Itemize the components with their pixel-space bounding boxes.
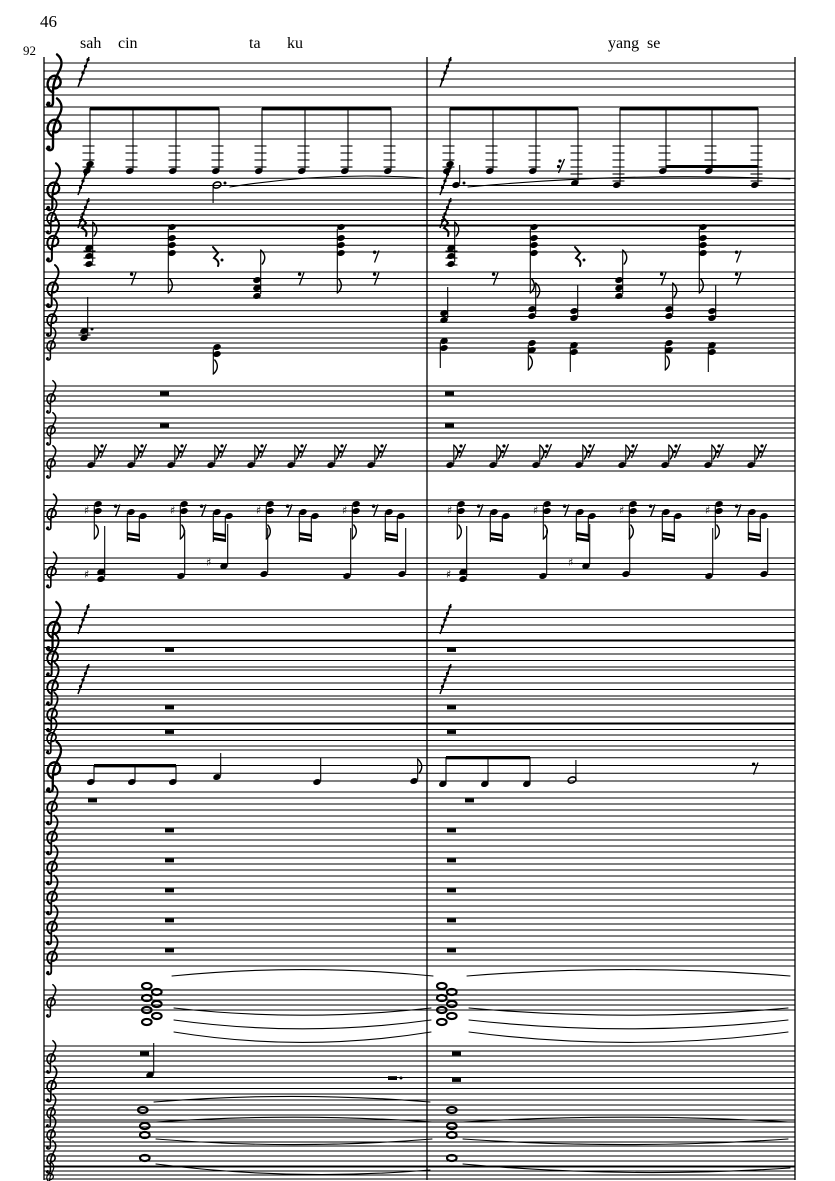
augmentation-dot [583, 259, 586, 262]
whole-note [437, 983, 447, 989]
whole-note [447, 1123, 457, 1129]
rest-stack [79, 625, 82, 628]
whole-rest [165, 889, 174, 893]
sixteenth-rest [558, 159, 561, 162]
beam [490, 532, 503, 537]
clef-dot [47, 101, 51, 105]
eighth-flag [454, 445, 458, 459]
rest-stack [86, 605, 89, 608]
eighth-flag [665, 356, 669, 370]
sharp-sign: ♯ [170, 504, 176, 517]
eighth-rest [114, 505, 117, 508]
sharp-sign: ♯ [705, 504, 711, 517]
eighth-flag [540, 445, 544, 459]
sixteenth-rest [588, 444, 591, 447]
staff-4 [44, 198, 795, 234]
treble-clef-icon [46, 218, 59, 262]
lyric-syllable: sah [80, 35, 102, 52]
sharp-sign: ♯ [446, 568, 452, 581]
whole-note [140, 1123, 150, 1129]
whole-rest [165, 919, 174, 923]
beam [127, 532, 140, 537]
eighth-flag [352, 525, 356, 539]
staff-25 [44, 936, 795, 975]
eighth-flag [213, 360, 217, 374]
rest-stack [443, 71, 446, 74]
eighth-flag [95, 445, 99, 459]
whole-note [152, 1013, 162, 1019]
sixteenth-rest [759, 450, 762, 453]
staff-23 [44, 876, 795, 915]
rest-stack [448, 665, 451, 668]
eighth-flag [168, 279, 172, 293]
tie [469, 1032, 788, 1042]
sixteenth-rest [587, 450, 590, 453]
sharp-sign: ♯ [256, 504, 262, 517]
sixteenth-rest [340, 444, 343, 447]
eighth-rest [298, 273, 301, 276]
sixteenth-rest [717, 444, 720, 447]
tie [172, 970, 433, 976]
whole-rest [88, 799, 97, 803]
rest-stack [81, 212, 84, 215]
rest-stack [81, 179, 84, 182]
rest-stack [441, 186, 444, 189]
whole-rest [140, 1052, 149, 1056]
eighth-flag [528, 356, 532, 370]
beam [299, 537, 312, 542]
rest-stack [441, 685, 444, 688]
beam [666, 165, 758, 168]
eighth-flag [255, 445, 259, 459]
lyric-syllable: ta [249, 35, 261, 52]
sixteenth-rest [502, 444, 505, 447]
staff-27 [44, 1041, 795, 1073]
eighth-flag [180, 525, 184, 539]
whole-rest [445, 392, 454, 396]
beam [490, 537, 503, 542]
whole-rest [452, 1078, 461, 1082]
sixteenth-rest [139, 450, 142, 453]
eighth-flag [175, 445, 179, 459]
half-rest [388, 1076, 397, 1080]
clef-dot [46, 257, 49, 260]
sixteenth-rest [179, 450, 182, 453]
rest-stack [446, 206, 449, 209]
measure-number: 92 [23, 43, 36, 58]
rest-stack [443, 618, 446, 621]
staff-13 [44, 524, 795, 588]
eighth-flag [335, 445, 339, 459]
eighth-rest [649, 505, 652, 508]
whole-rest [447, 706, 456, 710]
tie [154, 1096, 430, 1102]
whole-rest [447, 648, 456, 652]
rest-stack [448, 605, 451, 608]
eighth-flag [94, 525, 98, 539]
rest-stack [81, 71, 84, 74]
whole-rest [165, 859, 174, 863]
rest-stack [86, 665, 89, 668]
whole-rest [447, 859, 456, 863]
augmentation-dot [221, 259, 224, 262]
rest-stack [448, 166, 451, 169]
rest-stack [441, 219, 444, 222]
staff-10 [44, 413, 795, 445]
eighth-rest [735, 505, 738, 508]
clef-dot [46, 442, 49, 445]
rest-stack [443, 179, 446, 182]
whole-rest [165, 949, 174, 953]
rest-stack [84, 612, 87, 615]
augmentation-dot [91, 328, 94, 331]
rest-stack [79, 78, 82, 81]
eighth-flag [215, 445, 219, 459]
whole-note [447, 1155, 457, 1161]
sixteenth-rest [501, 450, 504, 453]
rest-stack [448, 199, 451, 202]
staff-12 [44, 494, 795, 542]
sixteenth-rest [557, 165, 560, 168]
eighth-rest [563, 505, 566, 508]
beam [748, 532, 761, 537]
rest-stack [79, 219, 82, 222]
eighth-flag [93, 222, 97, 236]
whole-rest [445, 424, 454, 428]
eighth-rest [492, 273, 495, 276]
staff-21 [44, 816, 795, 855]
beam [450, 107, 578, 110]
staff-24 [44, 906, 795, 945]
beam [213, 537, 226, 542]
eighth-flag [295, 445, 299, 459]
whole-rest [160, 392, 169, 396]
sixteenth-rest [339, 450, 342, 453]
sixteenth-rest [220, 444, 223, 447]
sixteenth-rest [760, 444, 763, 447]
eighth-rest [373, 251, 376, 254]
quarter-rest [213, 247, 219, 266]
whole-note [447, 1013, 457, 1019]
whole-rest [165, 829, 174, 833]
rest-stack [441, 625, 444, 628]
whole-note [140, 1155, 150, 1161]
whole-note [447, 1132, 457, 1138]
sharp-sign: ♯ [84, 504, 90, 517]
whole-rest [447, 730, 456, 734]
staff-20 [44, 786, 795, 825]
eighth-flag [755, 445, 759, 459]
eighth-rest [372, 505, 375, 508]
lyric-syllable: cin [118, 35, 138, 52]
beam [576, 537, 589, 542]
staff-28 [44, 1043, 795, 1102]
eighth-flag [375, 445, 379, 459]
lyric-syllable: ku [287, 35, 303, 52]
lyric-syllable: yang [608, 35, 640, 52]
tie [174, 1020, 431, 1029]
whole-rest [452, 1052, 461, 1056]
rest-stack [443, 678, 446, 681]
whole-note [142, 983, 152, 989]
rest-stack [84, 65, 87, 68]
whole-rest [165, 648, 174, 652]
rest-stack [79, 186, 82, 189]
treble-clef-icon [47, 54, 62, 106]
clef-dot [46, 357, 49, 360]
beam [299, 532, 312, 537]
tie [467, 970, 790, 976]
lyric-syllable: se [647, 35, 661, 52]
clef-dot [46, 206, 50, 210]
whole-rest [165, 730, 174, 734]
sixteenth-rest [99, 450, 102, 453]
staff-6 [44, 222, 795, 307]
clef-dot [46, 750, 49, 753]
sixteenth-rest [180, 444, 183, 447]
rest-stack [446, 672, 449, 675]
sixteenth-rest [380, 444, 383, 447]
sharp-sign: ♯ [447, 504, 453, 517]
rest-stack [84, 173, 87, 176]
eighth-flag [626, 445, 630, 459]
rest-stack [79, 685, 82, 688]
eighth-rest [286, 505, 289, 508]
eighth-flag [337, 279, 341, 293]
clef-dot [46, 1124, 49, 1127]
augmentation-dot [463, 182, 466, 185]
staff-9 [44, 381, 795, 413]
treble-clef-icon [46, 163, 60, 210]
eighth-flag [455, 222, 459, 236]
whole-note [437, 995, 447, 1001]
beam [262, 107, 391, 110]
tie [469, 1020, 788, 1029]
rest-stack [446, 65, 449, 68]
clef-dot [46, 475, 49, 478]
clef-dot [46, 410, 49, 413]
beam [127, 537, 140, 542]
rest-stack [443, 212, 446, 215]
whole-rest [447, 919, 456, 923]
staff-31 [44, 1141, 795, 1175]
clef-dot [47, 145, 51, 149]
clef-dot [46, 526, 49, 529]
eighth-flag [712, 445, 716, 459]
sixteenth-rest [379, 450, 382, 453]
clef-dot [46, 1014, 49, 1017]
augmentation-dot [224, 182, 227, 185]
treble-clef-icon [46, 742, 61, 792]
sixteenth-rest [100, 444, 103, 447]
beam [662, 532, 675, 537]
eighth-flag [135, 445, 139, 459]
staff-2 [44, 98, 795, 189]
treble-clef-icon [46, 494, 56, 530]
whole-note [142, 1019, 152, 1025]
beam [385, 532, 398, 537]
staff-26 [44, 970, 795, 1043]
sixteenth-rest [459, 444, 462, 447]
sixteenth-rest [631, 444, 634, 447]
whole-rest [447, 889, 456, 893]
sharp-sign: ♯ [206, 556, 212, 569]
sharp-sign: ♯ [533, 504, 539, 517]
beam [662, 537, 675, 542]
eighth-flag [583, 445, 587, 459]
eighth-flag [266, 525, 270, 539]
rest-stack [86, 166, 89, 169]
sixteenth-rest [259, 450, 262, 453]
eighth-flag [715, 525, 719, 539]
tie [174, 1032, 431, 1042]
tie [174, 1008, 431, 1015]
sixteenth-rest [140, 444, 143, 447]
eighth-flag [669, 445, 673, 459]
whole-note [152, 989, 162, 995]
beam [213, 532, 226, 537]
quarter-rest [575, 247, 581, 266]
eighth-flag [699, 279, 703, 293]
eighth-rest [200, 505, 203, 508]
staff-22 [44, 846, 795, 885]
staff-19 [44, 742, 795, 792]
whole-rest [160, 424, 169, 428]
clef-dot [46, 787, 50, 791]
eighth-rest [735, 273, 738, 276]
whole-rest [447, 949, 456, 953]
eighth-rest [373, 273, 376, 276]
whole-note [142, 995, 152, 1001]
whole-rest [447, 829, 456, 833]
rest-stack [448, 58, 451, 61]
eighth-rest [735, 251, 738, 254]
clef-dot [46, 971, 49, 974]
sharp-sign: ♯ [342, 504, 348, 517]
rest-stack [441, 78, 444, 81]
sixteenth-rest [630, 450, 633, 453]
clef-dot [46, 701, 49, 704]
eighth-flag [457, 525, 461, 539]
page-number: 46 [40, 12, 57, 31]
rest-stack [84, 672, 87, 675]
whole-note [152, 1001, 162, 1007]
rest-stack [86, 58, 89, 61]
clef-dot [46, 672, 49, 675]
eighth-rest [130, 273, 133, 276]
eighth-rest [477, 505, 480, 508]
whole-note [437, 1019, 447, 1025]
sixteenth-rest [219, 450, 222, 453]
rest-stack [84, 206, 87, 209]
eighth-rest [660, 273, 663, 276]
sixteenth-rest [673, 450, 676, 453]
staff-3 [44, 163, 795, 210]
clef-dot [46, 584, 49, 587]
sixteenth-rest [544, 450, 547, 453]
whole-rest [465, 799, 474, 803]
tie [469, 1008, 788, 1015]
rest-stack [86, 199, 89, 202]
rest-stack [446, 612, 449, 615]
staff-1 [44, 54, 795, 106]
beam [90, 107, 219, 110]
eighth-rest [752, 763, 755, 766]
rest-stack [81, 678, 84, 681]
staff-17 [44, 693, 795, 732]
rest-stack [81, 618, 84, 621]
rest-stack [446, 173, 449, 176]
staff-11 [44, 444, 795, 478]
sixteenth-rest [260, 444, 263, 447]
sixteenth-rest [545, 444, 548, 447]
staff-5 [44, 217, 795, 293]
beam [748, 537, 761, 542]
eighth-flag [530, 279, 534, 293]
beam [385, 537, 398, 542]
whole-note [140, 1132, 150, 1138]
sharp-sign: ♯ [84, 568, 90, 581]
sharp-sign: ♯ [619, 504, 625, 517]
eighth-flag [497, 445, 501, 459]
sixteenth-rest [458, 450, 461, 453]
sharp-sign: ♯ [568, 556, 574, 569]
sixteenth-rest [674, 444, 677, 447]
staff-30 [44, 1117, 795, 1149]
augmentation-dot [400, 1077, 403, 1080]
sixteenth-rest [299, 450, 302, 453]
sixteenth-rest [716, 450, 719, 453]
whole-rest [165, 706, 174, 710]
sixteenth-rest [300, 444, 303, 447]
beam [576, 532, 589, 537]
whole-note [447, 1001, 457, 1007]
beam [620, 107, 758, 110]
staff-14 [44, 602, 795, 651]
whole-note [447, 989, 457, 995]
treble-clef-icon [46, 552, 56, 588]
staff-8 [44, 328, 795, 374]
